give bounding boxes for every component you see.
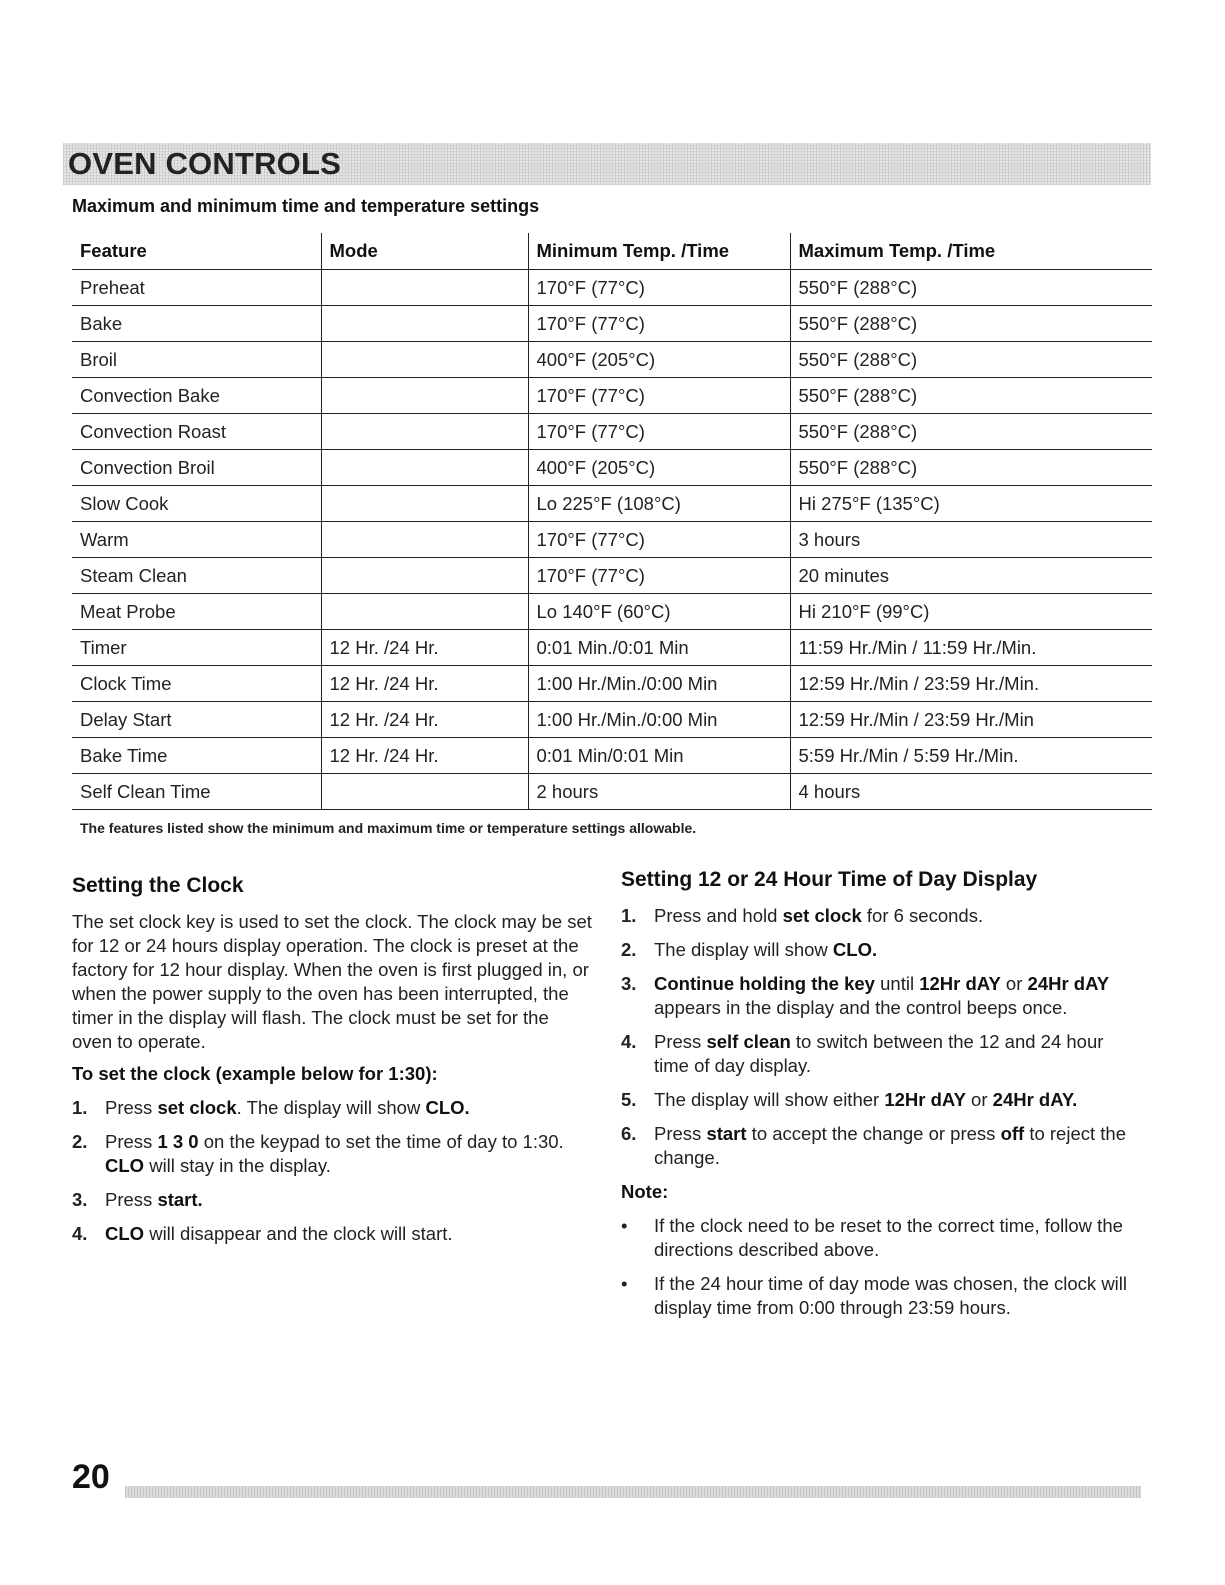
cell-maximum: 550°F (288°C) (790, 342, 1152, 378)
table-row (72, 450, 1152, 486)
bullet-icon: • (621, 1215, 628, 1236)
step-text: or (965, 1089, 993, 1110)
cell-maximum: 550°F (288°C) (790, 378, 1152, 414)
step-item (621, 938, 1141, 962)
note-label: Note: (621, 1181, 669, 1202)
step-text: to reject the change. (654, 1123, 1126, 1168)
step-item (621, 1030, 1141, 1078)
cell-mode (321, 378, 528, 414)
step-number: 6. (621, 1123, 637, 1144)
cell-maximum: 12:59 Hr./Min / 23:59 Hr./Min (790, 702, 1152, 738)
step-text: Press and hold (654, 905, 783, 926)
cell-feature: Warm (72, 522, 321, 558)
step-emphasis: start (706, 1123, 747, 1144)
step-text: Press (654, 1123, 707, 1144)
step-emphasis: off (1000, 1123, 1025, 1144)
page-number: 20 (72, 1458, 110, 1496)
cell-minimum: 0:01 Min./0:01 Min (528, 630, 790, 666)
table-row (72, 414, 1152, 450)
step-number: 1. (72, 1097, 88, 1118)
table-row (72, 378, 1152, 414)
note-item (621, 1272, 1141, 1320)
cell-feature: Convection Bake (72, 378, 321, 414)
step-number: 5. (621, 1089, 637, 1110)
section-heading-setting-clock: Setting the Clock (72, 874, 244, 897)
bullet-icon: • (621, 1273, 628, 1294)
cell-maximum: 550°F (288°C) (790, 414, 1152, 450)
cell-maximum: 4 hours (790, 774, 1152, 810)
step-text: to switch between the 12 and 24 hour time of day display. (654, 1031, 1104, 1076)
cell-maximum: 20 minutes (790, 558, 1152, 594)
step-emphasis: CLO (105, 1223, 145, 1244)
table-row (72, 522, 1152, 558)
step-item (621, 972, 1141, 1020)
cell-mode: 12 Hr. /24 Hr. (321, 630, 528, 666)
step-text: The display will show (654, 939, 833, 960)
cell-maximum: 12:59 Hr./Min / 23:59 Hr./Min. (790, 666, 1152, 702)
cell-feature: Slow Cook (72, 486, 321, 522)
step-emphasis: set clock (782, 905, 862, 926)
step-item (72, 1130, 592, 1178)
cell-feature: Bake (72, 306, 321, 342)
cell-mode (321, 414, 528, 450)
footer-bar (125, 1486, 1141, 1498)
cell-mode: 12 Hr. /24 Hr. (321, 738, 528, 774)
cell-minimum: 170°F (77°C) (528, 558, 790, 594)
column-header-maximum: Maximum Temp. /Time (790, 233, 1152, 270)
step-item (621, 904, 1141, 928)
table-footnote: The features listed show the minimum and maximum time or temperature settings allowable. (80, 820, 697, 836)
cell-feature: Broil (72, 342, 321, 378)
cell-mode: 12 Hr. /24 Hr. (321, 666, 528, 702)
cell-minimum: Lo 140°F (60°C) (528, 594, 790, 630)
cell-feature: Self Clean Time (72, 774, 321, 810)
setting-clock-section (72, 872, 592, 1256)
step-emphasis: 24Hr dAY. (992, 1089, 1078, 1110)
cell-minimum: 0:01 Min/0:01 Min (528, 738, 790, 774)
cell-maximum: 550°F (288°C) (790, 450, 1152, 486)
step-item (72, 1222, 592, 1246)
step-emphasis: 12Hr dAY (884, 1089, 966, 1110)
clock-description: The set clock key is used to set the clock. The clock may be set for 12 or 24 hours display operation. The clock is preset at the factory for 12 hour display. When the oven is first plugged in, or when the power supply to the oven has been interrupted, the timer in the display will flash. The clock must be set for the oven to operate. (72, 911, 592, 1052)
clock-steps-list (72, 1096, 592, 1246)
cell-minimum: 170°F (77°C) (528, 306, 790, 342)
step-item (621, 1122, 1141, 1170)
cell-maximum: 550°F (288°C) (790, 270, 1152, 306)
step-emphasis: self clean (706, 1031, 791, 1052)
step-text: will stay in the display. (144, 1155, 331, 1176)
cell-feature: Convection Broil (72, 450, 321, 486)
cell-minimum: 400°F (205°C) (528, 342, 790, 378)
cell-mode (321, 306, 528, 342)
cell-mode (321, 342, 528, 378)
step-item (72, 1188, 592, 1212)
step-number: 4. (621, 1031, 637, 1052)
cell-feature: Steam Clean (72, 558, 321, 594)
step-number: 4. (72, 1223, 88, 1244)
cell-mode (321, 450, 528, 486)
step-text: The display will show either (654, 1089, 885, 1110)
step-text: for 6 seconds. (861, 905, 984, 926)
step-number: 3. (621, 973, 637, 994)
cell-maximum: 550°F (288°C) (790, 306, 1152, 342)
cell-minimum: 170°F (77°C) (528, 270, 790, 306)
cell-mode (321, 594, 528, 630)
cell-maximum: 3 hours (790, 522, 1152, 558)
cell-feature: Delay Start (72, 702, 321, 738)
cell-feature: Clock Time (72, 666, 321, 702)
display-steps-list (621, 904, 1141, 1170)
table-row (72, 630, 1152, 666)
table-row (72, 306, 1152, 342)
cell-mode (321, 774, 528, 810)
step-emphasis: 12Hr dAY (919, 973, 1001, 994)
step-text: on the keypad to set the time of day to 1:30. (198, 1131, 564, 1152)
step-text: Press (105, 1189, 158, 1210)
cell-mode (321, 558, 528, 594)
table-row (72, 342, 1152, 378)
clock-example-subheading: To set the clock (example below for 1:30): (72, 1063, 438, 1084)
column-header-feature: Feature (72, 233, 321, 270)
step-emphasis: CLO. (832, 939, 878, 960)
table-row (72, 702, 1152, 738)
step-item (621, 1088, 1141, 1112)
notes-list (621, 1214, 1141, 1320)
step-emphasis: 1 3 0 (157, 1131, 199, 1152)
step-text: Press (654, 1031, 707, 1052)
step-emphasis: CLO (105, 1155, 145, 1176)
step-emphasis: 24Hr dAY (1027, 973, 1110, 994)
section-heading-time-display: Setting 12 or 24 Hour Time of Day Display (621, 868, 1038, 891)
table-row (72, 486, 1152, 522)
step-text: to accept the change or press (746, 1123, 1001, 1144)
step-emphasis: Continue holding the key (654, 973, 875, 994)
step-item (72, 1096, 592, 1120)
cell-maximum: 5:59 Hr./Min / 5:59 Hr./Min. (790, 738, 1152, 774)
cell-minimum: 170°F (77°C) (528, 414, 790, 450)
settings-table (72, 233, 1152, 810)
table-subtitle: Maximum and minimum time and temperature settings (72, 196, 540, 216)
cell-feature: Convection Roast (72, 414, 321, 450)
cell-minimum: Lo 225°F (108°C) (528, 486, 790, 522)
cell-minimum: 1:00 Hr./Min./0:00 Min (528, 666, 790, 702)
table-row (72, 774, 1152, 810)
cell-feature: Bake Time (72, 738, 321, 774)
table-row (72, 738, 1152, 774)
table-row (72, 558, 1152, 594)
column-header-mode: Mode (321, 233, 528, 270)
note-text: If the clock need to be reset to the correct time, follow the directions described above. (654, 1215, 1123, 1260)
cell-feature: Timer (72, 630, 321, 666)
table-header-row (72, 233, 1152, 270)
column-header-minimum: Minimum Temp. /Time (528, 233, 790, 270)
step-number: 1. (621, 905, 637, 926)
step-text: Press (105, 1097, 158, 1118)
step-emphasis: set clock (157, 1097, 237, 1118)
step-text: appears in the display and the control beeps once. (654, 997, 1068, 1018)
cell-maximum: Hi 275°F (135°C) (790, 486, 1152, 522)
note-item (621, 1214, 1141, 1262)
table-row (72, 270, 1152, 306)
page-title: OVEN CONTROLS (68, 146, 342, 181)
table-row (72, 594, 1152, 630)
cell-feature: Preheat (72, 270, 321, 306)
step-text: . The display will show (236, 1097, 426, 1118)
step-text: until (874, 973, 920, 994)
step-text: or (1000, 973, 1028, 994)
step-number: 2. (72, 1131, 88, 1152)
step-emphasis: start. (157, 1189, 203, 1210)
cell-minimum: 400°F (205°C) (528, 450, 790, 486)
cell-mode: 12 Hr. /24 Hr. (321, 702, 528, 738)
cell-mode (321, 270, 528, 306)
step-text: will disappear and the clock will start. (144, 1223, 453, 1244)
cell-mode (321, 486, 528, 522)
step-number: 2. (621, 939, 637, 960)
step-emphasis: CLO. (425, 1097, 470, 1118)
time-display-section (621, 866, 1141, 1330)
cell-feature: Meat Probe (72, 594, 321, 630)
cell-mode (321, 522, 528, 558)
cell-minimum: 170°F (77°C) (528, 522, 790, 558)
note-text: If the 24 hour time of day mode was chosen, the clock will display time from 0:00 through 23:59 hours. (654, 1273, 1128, 1318)
cell-minimum: 170°F (77°C) (528, 378, 790, 414)
cell-maximum: 11:59 Hr./Min / 11:59 Hr./Min. (790, 630, 1152, 666)
step-text: Press (105, 1131, 158, 1152)
cell-minimum: 2 hours (528, 774, 790, 810)
cell-minimum: 1:00 Hr./Min./0:00 Min (528, 702, 790, 738)
table-body (72, 270, 1152, 810)
cell-maximum: Hi 210°F (99°C) (790, 594, 1152, 630)
step-number: 3. (72, 1189, 88, 1210)
table-row (72, 666, 1152, 702)
